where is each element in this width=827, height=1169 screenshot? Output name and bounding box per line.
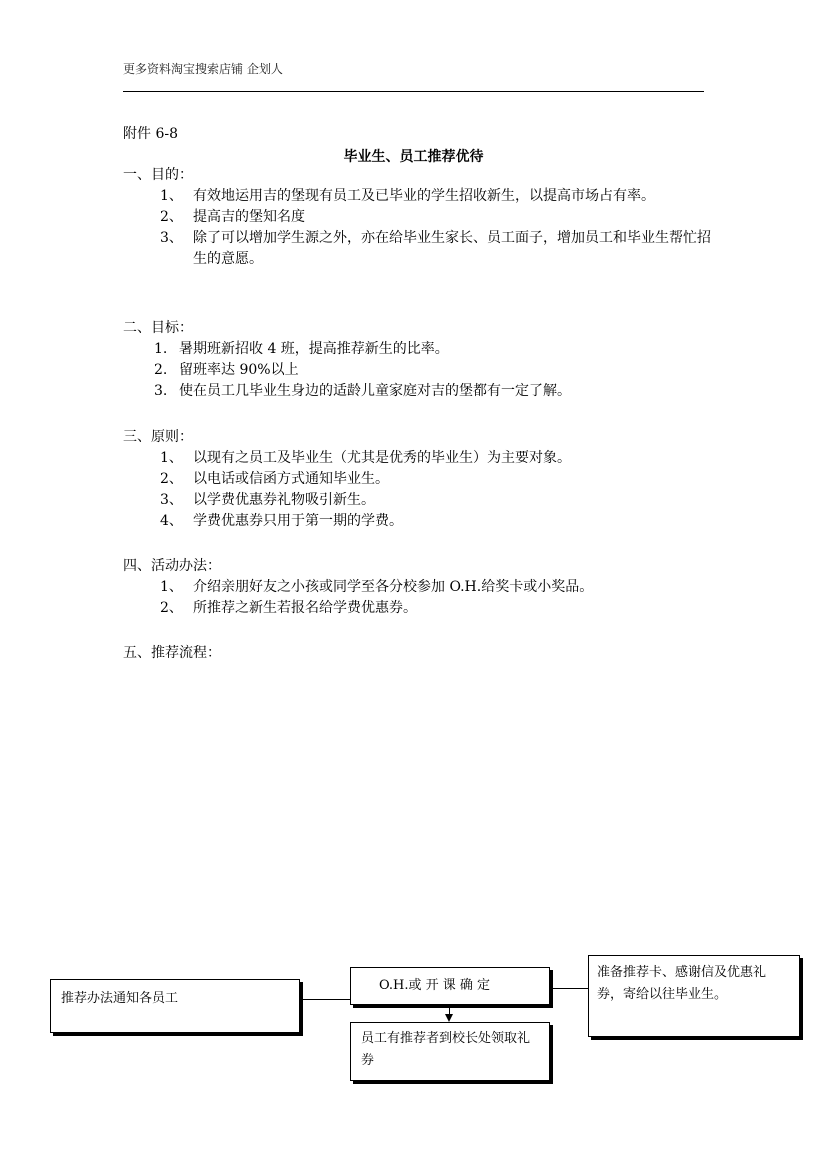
list-item	[123, 186, 713, 207]
list-item	[123, 598, 713, 619]
section-principles	[123, 427, 713, 532]
flow-box-confirm	[350, 967, 550, 1005]
item-text: 所推荐之新生若报名给学费优惠券。	[193, 600, 417, 616]
item-text: 除了可以增加学生源之外，亦在给毕业生家长、员工面子，增加员工和毕业生帮忙招生的意愿。	[193, 230, 711, 267]
item-text: 有效地运用吉的堡现有员工及已毕业的学生招收新生，以提高市场占有率。	[193, 188, 655, 204]
arrow-down-icon	[445, 1014, 453, 1022]
item-number: 1、	[160, 579, 183, 595]
list-item	[123, 511, 713, 532]
item-number: 3、	[160, 492, 183, 508]
item-text: 留班率达 90%以上	[179, 362, 299, 378]
item-number: 2.	[154, 362, 168, 378]
flow-box-text: O.H.或 开 课 确 定	[379, 978, 491, 993]
section-purpose	[123, 165, 713, 270]
flow-box-notify	[50, 979, 300, 1033]
list-item	[123, 228, 713, 270]
connector-line	[300, 999, 350, 1000]
section-heading: 一、目的：	[123, 167, 193, 183]
flow-box-text: 推荐办法通知各员工	[61, 991, 179, 1006]
item-number: 3.	[154, 383, 168, 399]
item-number: 4、	[160, 513, 183, 529]
item-text: 使在员工几毕业生身边的适龄儿童家庭对吉的堡都有一定了解。	[179, 383, 571, 399]
flow-box-collect	[350, 1022, 550, 1081]
item-text: 提高吉的堡知名度	[193, 209, 305, 225]
list-item	[123, 381, 713, 402]
item-number: 2、	[160, 471, 183, 487]
section-heading: 二、目标：	[123, 320, 193, 336]
header-divider	[123, 91, 704, 92]
list-item	[123, 448, 713, 469]
item-text: 以电话或信函方式通知毕业生。	[193, 471, 389, 487]
section-heading: 三、原则：	[123, 429, 193, 445]
document-title: 毕业生、员工推荐优待	[343, 149, 484, 165]
flow-box-prepare	[588, 955, 800, 1037]
flow-box-text: 准备推荐卡、感谢信及优惠礼券，寄给以往毕业生。	[597, 965, 767, 1002]
item-text: 以现有之员工及毕业生（尤其是优秀的毕业生）为主要对象。	[193, 450, 571, 466]
list-item	[123, 490, 713, 511]
item-text: 介绍亲朋好友之小孩或同学至各分校参加 O.H.给奖卡或小奖品。	[193, 579, 594, 595]
item-number: 1、	[160, 188, 183, 204]
section-goals	[123, 318, 713, 402]
list-item	[123, 339, 713, 360]
page-header: 更多资料淘宝搜索店铺 企划人	[123, 62, 283, 76]
item-number: 3、	[160, 230, 183, 246]
item-text: 暑期班新招收 4 班，提高推荐新生的比率。	[179, 341, 449, 357]
item-number: 2、	[160, 209, 183, 225]
section-heading: 五、推荐流程：	[123, 645, 221, 661]
list-item	[123, 577, 713, 598]
section-activities	[123, 556, 713, 619]
section-heading: 四、活动办法：	[123, 558, 221, 574]
connector-line	[550, 988, 588, 989]
attachment-label: 附件 6-8	[123, 126, 178, 142]
item-number: 1.	[154, 341, 168, 357]
item-text: 学费优惠券只用于第一期的学费。	[193, 513, 403, 529]
list-item	[123, 207, 713, 228]
item-number: 1、	[160, 450, 183, 466]
list-item	[123, 469, 713, 490]
section-process	[123, 643, 713, 664]
item-number: 2、	[160, 600, 183, 616]
list-item	[123, 360, 713, 381]
item-text: 以学费优惠券礼物吸引新生。	[193, 492, 375, 508]
flow-box-text: 员工有推荐者到校长处领取礼券	[361, 1031, 531, 1068]
